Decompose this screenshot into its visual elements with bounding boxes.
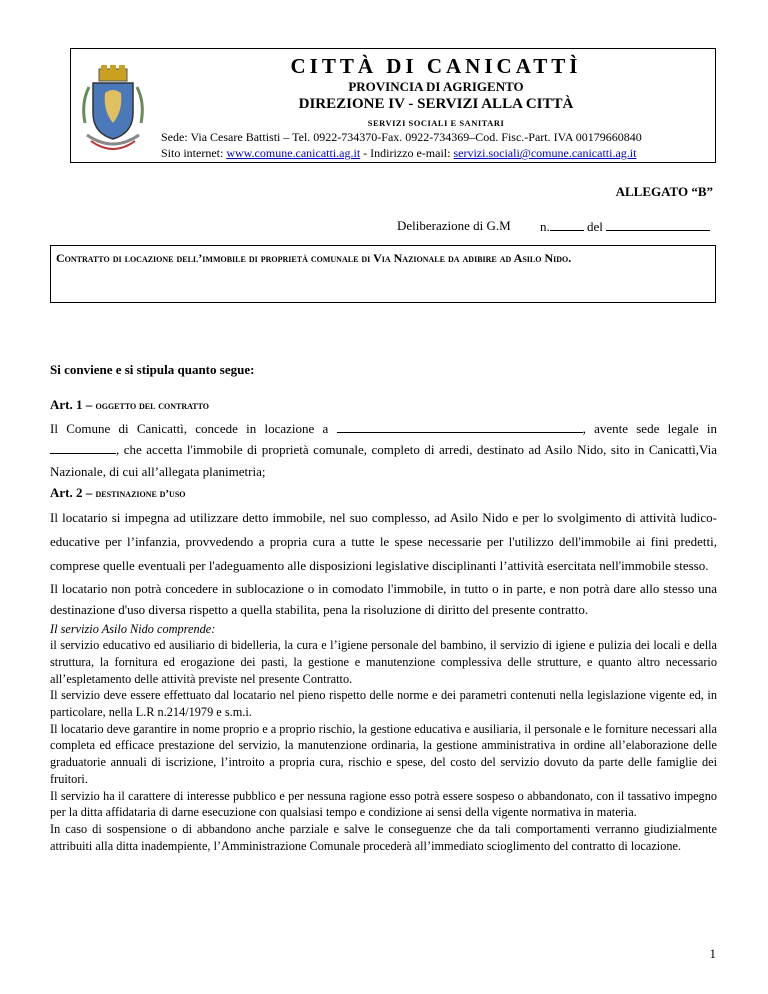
site-link[interactable]: www.comune.canicatti.ag.it	[226, 146, 361, 160]
header-box	[70, 48, 716, 163]
art2-italic	[50, 621, 717, 638]
art2-p2: Il locatario non potrà concedere in sublocazione o in comodato l'immobile, in tutto o in parte, e non potrà dare allo stesso una destinazione d'uso diversa rispetto a quella stabilita, pena la risoluzione di diritto del presente contratto.	[50, 580, 717, 617]
email-link[interactable]: servizi.sociali@comune.canicatti.ag.it	[453, 146, 637, 160]
art2-p1: Il locatario si impegna ad utilizzare detto immobile, nel suo complesso, ad Asilo Nido e per lo svolgimento di attività ludico-educative per l’infanzia, provvedendo a propria cura a tutte le spese necessarie per l'utilizzo dell'immobile ai fini predetti, comprese quelle eventuali per l'adeguamento alle disposizioni legislative disciplinanti l’attività esercitata nell'immobile stesso.	[50, 509, 717, 573]
services: SERVIZI SOCIALI E SANITARI	[367, 118, 505, 128]
art1-text-3: , che accetta l'immobile di proprietà comunale, completo di arredi, destinato ad Asilo Nido, sito in Canicattì,Via Nazionale, di cui all’allegata planimetria;	[50, 442, 717, 479]
contract-title-box	[50, 245, 716, 303]
document-body	[50, 362, 717, 854]
number-date-line	[540, 218, 710, 235]
page-number: 1	[709, 946, 716, 961]
province: PROVINCIA DI AGRIGENTO	[348, 79, 524, 94]
art2-p5: Il locatario deve garantire in nome proprio e a proprio rischio, la gestione educativa e ausiliaria, il personale e le forniture necessari alla completa ed efficace prestazione del servizio, la manutenzione ordinaria, la gestione amministrativa in ordine all’elaborazione delle graduatorie annuali di iscrizione, l’introito a propria cura, rischio e spese, del costo del servizio dovuto da parte delle famiglie dei fruitori.	[50, 721, 717, 786]
address-line: Sede: Via Cesare Battisti – Tel. 0922-734370-Fax. 0922-734369–Cod. Fisc.-Part. IVA 00179660840	[161, 130, 642, 144]
date-blank	[606, 218, 710, 231]
contract-title: Contratto di locazione dell’immobile di proprietà comunale di Via Nazionale da adibire ad Asilo Nido.	[56, 251, 572, 265]
asilo-nido-services-heading: Il servizio Asilo Nido comprende:	[50, 621, 216, 636]
allegato-label: ALLEGATO “B”	[615, 184, 713, 199]
sede-blank	[50, 441, 116, 454]
contacts-line	[161, 145, 711, 161]
del-label: del	[587, 219, 603, 234]
art2-heading	[50, 482, 717, 506]
site-label: Sito internet:	[161, 146, 227, 160]
art2-p4: Il servizio deve essere effettuato dal locatario nel pieno rispetto delle norme e dei parametri contenuti nella legislazione vigente ed, in particolare, nella L.R n.214/1979 e s.m.i.	[50, 688, 717, 720]
coat-of-arms-icon	[77, 63, 149, 155]
intro: Si conviene e si stipula quanto segue:	[50, 362, 255, 377]
n-label: n.	[540, 219, 550, 234]
art1-text	[50, 418, 717, 483]
art2-title: destinazione d’uso	[95, 488, 186, 500]
art1-number: Art. 1 –	[50, 397, 93, 412]
deliberazione-label: Deliberazione di G.M	[397, 218, 511, 233]
art1-heading	[50, 394, 717, 418]
art2-p3: il servizio educativo ed ausiliario di bidelleria, la cura e l’igiene personale del bambino, il servizio di igiene e pulizia dei locali e della struttura, la fornitura ed erogazione dei pasti, la gestione e manutenzione complessiva delle strutture, e quanto altro necessario all’espletamento delle attività previste nel presente Contratto.	[50, 638, 717, 686]
number-blank	[550, 218, 584, 231]
art1-title: oggetto del contratto	[95, 400, 210, 412]
locatario-blank	[337, 420, 583, 433]
city-name: CITTÀ DI CANICATTÌ	[290, 54, 582, 78]
email-label: - Indirizzo e-mail:	[360, 146, 454, 160]
art1-text-1: Il Comune di Canicattì, concede in locazione a	[50, 420, 337, 436]
art2-p7: In caso di sospensione o di abbandono anche parziale e salve le conseguenze che da tali comportamenti verranno giudizialmente attribuiti alla ditta inadempiente, l’Amministrazione Comunale procederà all’immediato scioglimento del contratto di locazione.	[50, 821, 717, 853]
art1-text-2: , avente sede legale in	[582, 420, 717, 436]
art2-p6: Il servizio ha il carattere di interesse pubblico e per nessuna ragione esso potrà essere sospeso o abbandonato, con il tassativo impegno per la ditta affidataria di darne esecuzione con qualsiasi tempo e condizione ai sensi della vigente normativa in materia.	[50, 788, 717, 820]
art2-number: Art. 2 –	[50, 485, 93, 500]
direction: DIREZIONE IV - SERVIZI ALLA CITTÀ	[298, 96, 574, 112]
